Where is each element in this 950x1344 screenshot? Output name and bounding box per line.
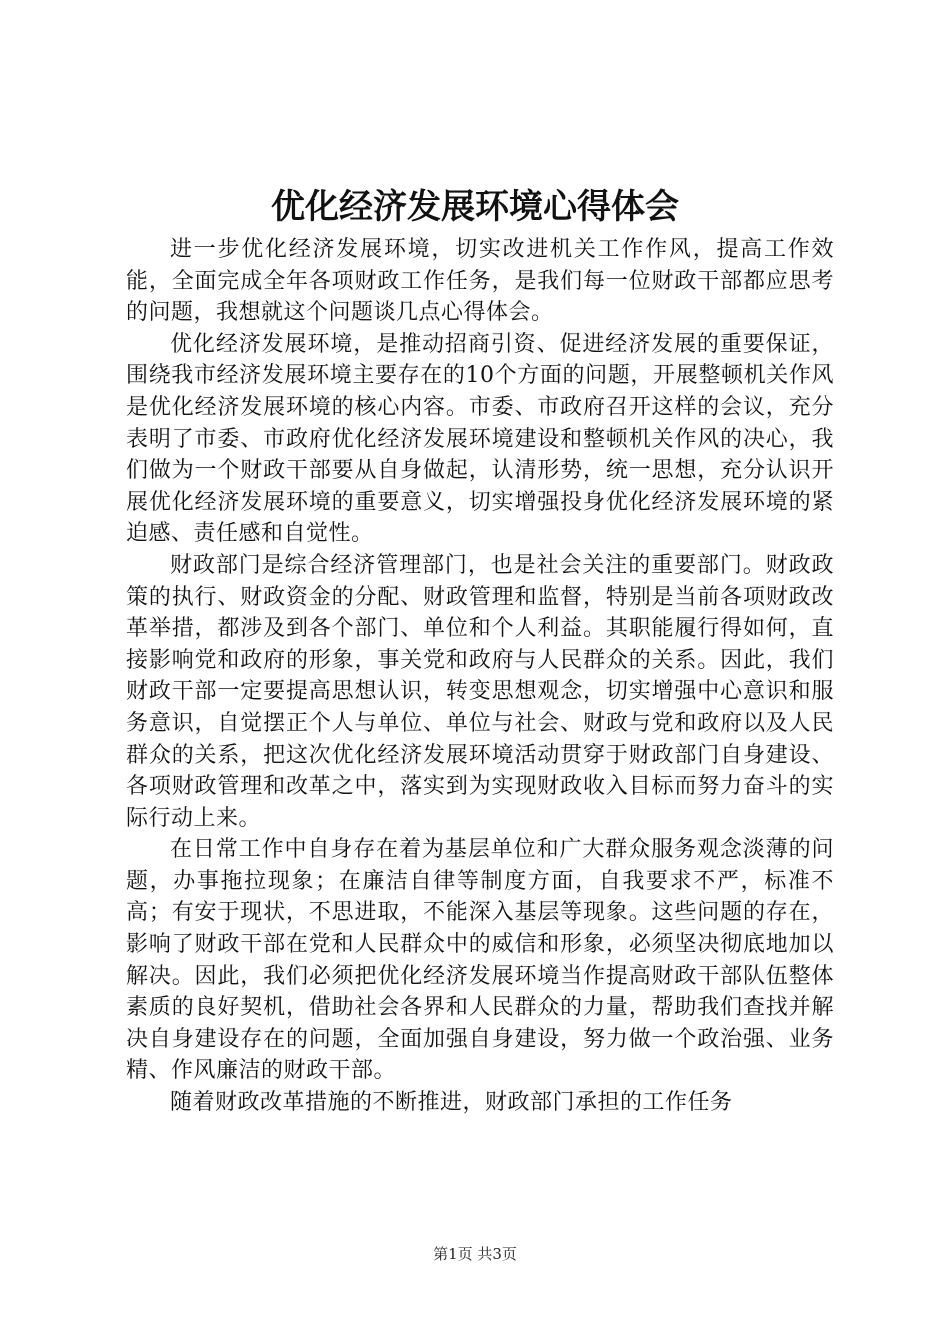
- paragraph-5: 随着财政改革措施的不断推进，财政部门承担的工作任务: [170, 1090, 733, 1116]
- paragraph-2: 优化经济发展环境，是推动招商引资、促进经济发展的重要保证，围绕我市经济发展环境主要存在的10个方面的问题，开展整顿机关作风是优化经济发展环境的核心内容。市委、市政府召开这样的会议，充分表明了市委、市政府优化经济发展环境建设和整顿机关作风的决心，我们做为一个财政干部要从自身做起，认清形势，统一思想，充分认识开展优化经济发展环境的重要意义，切实增强投身优化经济发展环境的紧迫感、责任感和自觉性。: [126, 331, 834, 547]
- paragraph-3: 财政部门是综合经济管理部门，也是社会关注的重要部门。财政政策的执行、财政资金的分配、财政管理和监督，特别是当前各项财政改革举措，都涉及到各个部门、单位和个人利益。其职能履行得如何，直接影响党和政府的形象，事关党和政府与人民群众的关系。因此，我们财政干部一定要提高思想认识，转变思想观念，切实增强中心意识和服务意识，自觉摆正个人与单位、单位与社会、财政与党和政府以及人民群众的关系，把这次优化经济发展环境活动贯穿于财政部门自身建设、各项财政管理和改革之中，落实到为实现财政收入目标而努力奋斗的实际行动上来。: [126, 552, 834, 831]
- paragraph-4: 在日常工作中自身存在着为基层单位和广大群众服务观念淡薄的问题，办事拖拉现象；在廉洁自律等制度方面，自我要求不严，标准不高；有安于现状，不思进取，不能深入基层等现象。这些问题的存在，影响了财政干部在党和人民群众中的威信和形象，必须坚决彻底地加以解决。因此，我们必须把优化经济发展环境当作提高财政干部队伍整体素质的良好契机，借助社会各界和人民群众的力量，帮助我们查找并解决自身建设存在的问题，全面加强自身建设，努力做一个政治强、业务精、作风廉洁的财政干部。: [126, 837, 834, 1084]
- page-footer: 第1页 共3页: [433, 1245, 517, 1263]
- document-title: 优化经济发展环境心得体会: [271, 187, 679, 227]
- paragraph-1: 进一步优化经济发展环境，切实改进机关工作作风，提高工作效能，全面完成全年各项财政工作任务，是我们每一位财政干部都应思考的问题，我想就这个问题谈几点心得体会。: [126, 237, 834, 326]
- document-body: [126, 234, 834, 1119]
